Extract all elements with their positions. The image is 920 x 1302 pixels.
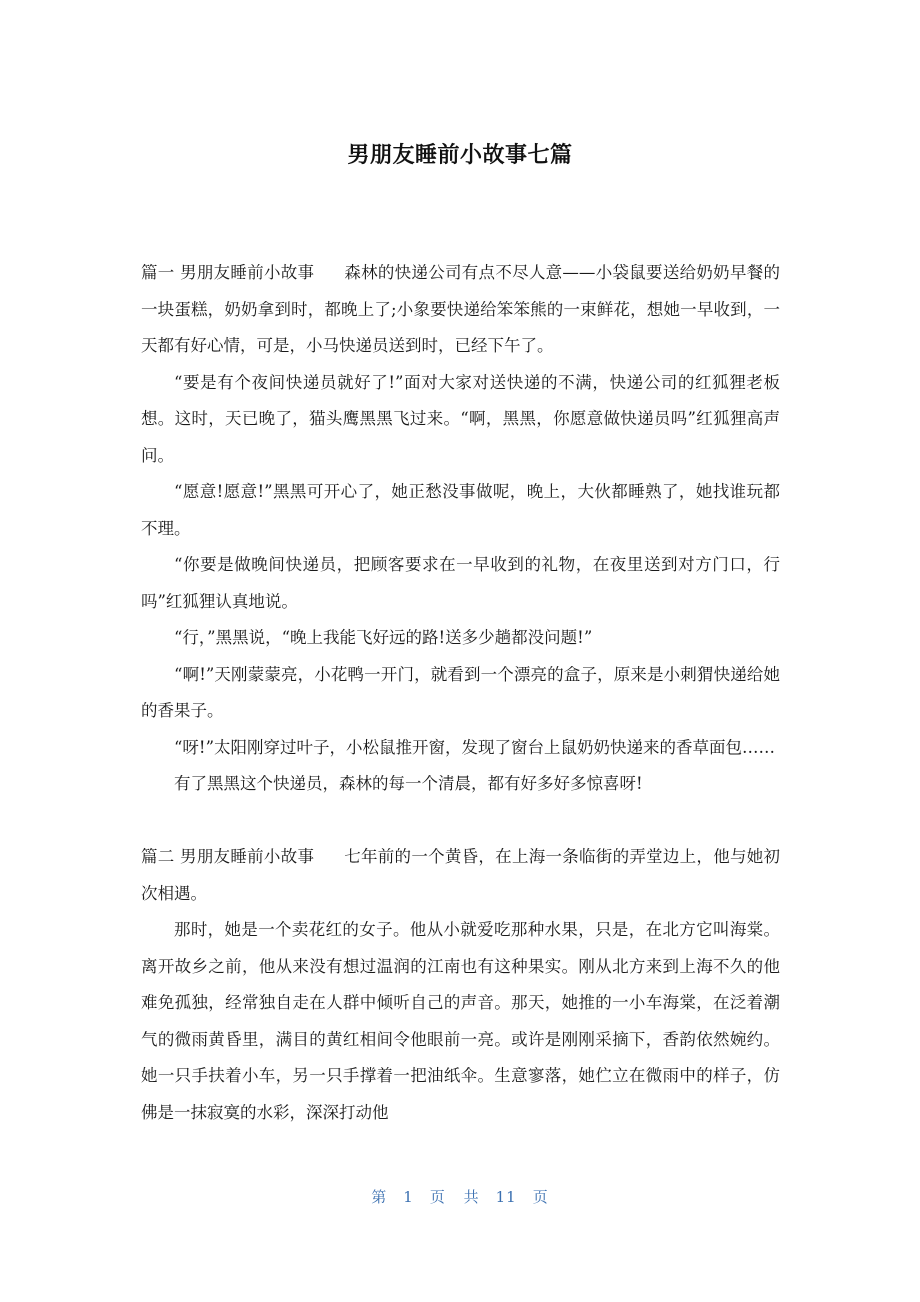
paragraph: “要是有个夜间快递员就好了!”面对大家对送快递的不满，快递公司的红狐狸老板想。这时，天已晚了，猫头鹰黑黑飞过来。“啊，黑黑，你愿意做快递员吗”红狐狸高声问。 bbox=[141, 372, 780, 465]
page-title: 男朋友睡前小故事七篇 bbox=[347, 143, 573, 168]
paragraph: “啊!”天刚蒙蒙亮，小花鸭一开门，就看到一个漂亮的盒子，原来是小刺猬快递给她的香果子。 bbox=[141, 664, 780, 720]
footer-suffix: 页 bbox=[532, 1188, 549, 1206]
section-one-heading: 篇一 男朋友睡前小故事 bbox=[141, 263, 315, 282]
footer-middle: 页 共 bbox=[429, 1188, 480, 1206]
section-one-intro-paragraph bbox=[141, 255, 780, 365]
paragraph: “你要是做晚间快递员，把顾客要求在一早收到的礼物，在夜里送到对方门口，行吗”红狐狸认真地说。 bbox=[141, 555, 780, 611]
paragraph: “行，”黑黑说，“晚上我能飞好远的路!送多少趟都没问题!” bbox=[174, 628, 593, 647]
paragraph: 有了黑黑这个快递员，森林的每一个清晨，都有好多好多惊喜呀! bbox=[174, 774, 643, 793]
paragraph: “愿意!愿意!”黑黑可开心了，她正愁没事做呢，晚上，大伙都睡熟了，她找谁玩都不理。 bbox=[141, 482, 780, 538]
paragraph: 那时，她是一个卖花红的女子。他从小就爱吃那种水果，只是，在北方它叫海棠。离开故乡之前，他从来没有想过温润的江南也有这种果实。刚从北方来到上海不久的他难免孤独，经常独自走在人群中倾听自己的声音。那天，她推的一小车海棠，在泛着潮气的微雨黄昏里，满目的黄红相间令他眼前一亮。或许是刚刚采摘下，香韵依然婉约。她一只手扶着小车，另一只手撑着一把油纸伞。生意寥落，她伫立在微雨中的样子，仿佛是一抹寂寞的水彩，深深打动他 bbox=[141, 920, 780, 1122]
footer-page-number: 1 bbox=[403, 1188, 414, 1206]
section-two-intro-paragraph bbox=[141, 839, 780, 912]
section-two-heading: 篇二 男朋友睡前小故事 bbox=[141, 847, 315, 866]
paragraph-text: 森林的快递公司有点不尽人意——小袋鼠要送给奶奶早餐的一块蛋糕，奶奶拿到时，都晚上了;小象要快递给笨笨熊的一束鲜花，想她一早收到，一天都有好心情，可是，小马快递员送到时，已经下午了。 bbox=[141, 263, 780, 355]
section-spacer bbox=[141, 803, 780, 840]
footer-prefix: 第 bbox=[371, 1188, 388, 1206]
paragraph: “呀!”太阳刚穿过叶子，小松鼠推开窗，发现了窗台上鼠奶奶快递来的香草面包…… bbox=[174, 737, 776, 757]
footer-total-pages: 11 bbox=[495, 1188, 517, 1206]
paragraph-text: 七年前的一个黄昏，在上海一条临街的弄堂边上，他与她初次相遇。 bbox=[141, 847, 781, 903]
document-body bbox=[141, 255, 780, 1131]
page-footer bbox=[0, 1185, 920, 1209]
